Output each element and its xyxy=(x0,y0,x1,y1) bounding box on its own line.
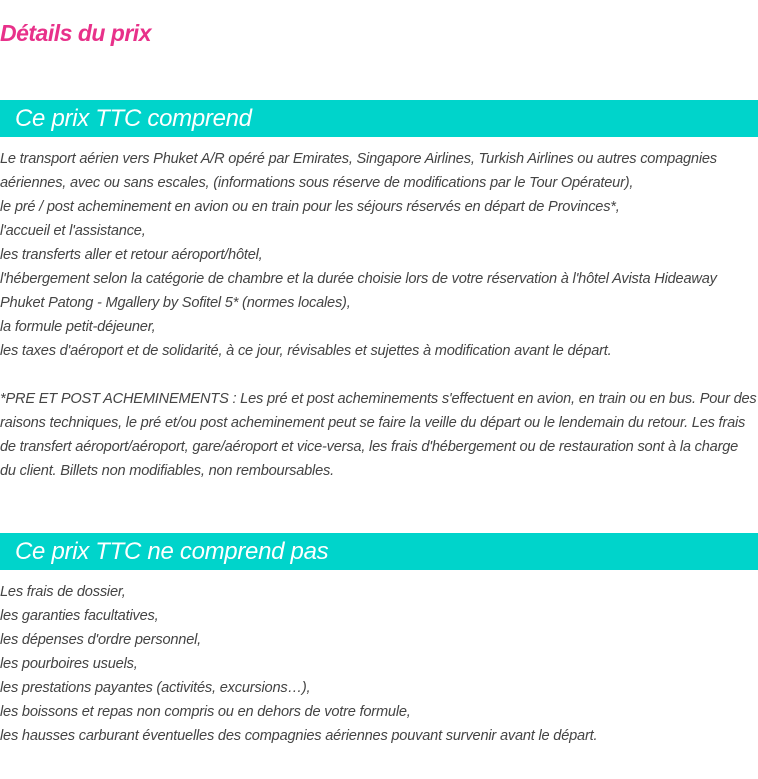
includes-line: le pré / post acheminement en avion ou en train pour les séjours réservés en départ de Provinces*, xyxy=(0,199,620,215)
note-line: *PRE ET POST ACHEMINEMENTS : Les pré et post acheminements s'effectuent en avion, en train ou en bus. Pour des xyxy=(0,391,757,407)
includes-line: l'accueil et l'assistance, xyxy=(0,223,146,239)
excludes-line: les garanties facultatives, xyxy=(0,608,159,624)
includes-line: l'hébergement selon la catégorie de chambre et la durée choisie lors de votre réservation à l'hôtel Avista Hideaway xyxy=(0,271,717,287)
acheminement-note xyxy=(0,387,756,483)
excludes-line: les boissons et repas non compris ou en dehors de votre formule, xyxy=(0,704,411,720)
excludes-line: Les frais de dossier, xyxy=(0,584,126,600)
note-line: du client. Billets non modifiables, non remboursables. xyxy=(0,463,334,479)
includes-line: Phuket Patong - Mgallery by Sofitel 5* (normes locales), xyxy=(0,295,351,311)
excludes-line: les pourboires usuels, xyxy=(0,656,138,672)
includes-line: Le transport aérien vers Phuket A/R opéré par Emirates, Singapore Airlines, Turkish Airlines ou autres compagnies xyxy=(0,151,717,167)
includes-line: la formule petit-déjeuner, xyxy=(0,319,156,335)
note-line: raisons techniques, le pré et/ou post acheminement peut se faire la veille du départ ou le lendemain du retour. Les frais xyxy=(0,415,746,431)
excludes-line: les prestations payantes (activités, excursions…), xyxy=(0,680,311,696)
includes-line: aériennes, avec ou sans escales, (informations sous réserve de modifications par le Tour Opérateur), xyxy=(0,175,634,191)
includes-line: les taxes d'aéroport et de solidarité, à ce jour, révisables et sujettes à modification avant le départ. xyxy=(0,343,612,359)
includes-line: les transferts aller et retour aéroport/hôtel, xyxy=(0,247,263,263)
includes-list xyxy=(0,147,756,363)
note-line: de transfert aéroport/aéroport, gare/aéroport et vice-versa, les frais d'hébergement ou de restauration sont à la charge xyxy=(0,439,739,455)
excludes-header: Ce prix TTC ne comprend pas xyxy=(0,533,758,570)
includes-header: Ce prix TTC comprend xyxy=(0,100,758,137)
excludes-list xyxy=(0,580,756,748)
page-title: Détails du prix xyxy=(0,20,151,46)
excludes-line: les hausses carburant éventuelles des compagnies aériennes pouvant survenir avant le départ. xyxy=(0,728,598,744)
excludes-line: les dépenses d'ordre personnel, xyxy=(0,632,202,648)
